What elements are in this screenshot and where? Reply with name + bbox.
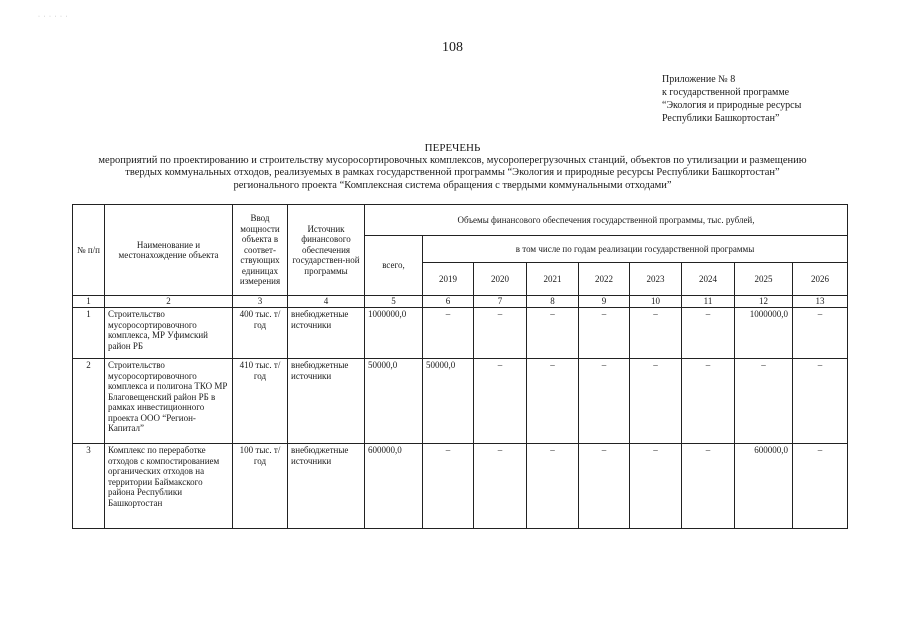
header-by-years: в том числе по годам реализации государственной программы xyxy=(423,236,848,263)
year-value: – xyxy=(423,444,474,529)
page-number: 108 xyxy=(442,40,463,55)
column-index: 13 xyxy=(793,296,848,308)
appendix-line: Приложение № 8 xyxy=(662,74,736,85)
header-year: 2021 xyxy=(527,263,579,296)
funding-source: внебюджетные источники xyxy=(288,308,365,359)
measures-table xyxy=(72,204,848,529)
year-value: – xyxy=(579,359,630,444)
header-no: № п/п xyxy=(73,205,105,296)
header-capacity: Ввод мощности объекта в соответ-ствующих единицах измерения xyxy=(233,205,288,296)
capacity-value: 400 тыс. т/год xyxy=(233,308,288,359)
year-value: – xyxy=(793,308,848,359)
year-value: – xyxy=(682,444,735,529)
year-value: – xyxy=(423,308,474,359)
header-year: 2025 xyxy=(735,263,793,296)
year-value: – xyxy=(630,308,682,359)
header-year: 2024 xyxy=(682,263,735,296)
year-value: – xyxy=(682,359,735,444)
column-index: 5 xyxy=(365,296,423,308)
total-value: 50000,0 xyxy=(365,359,423,444)
year-value: – xyxy=(579,444,630,529)
year-value: – xyxy=(474,359,527,444)
year-value: – xyxy=(793,444,848,529)
header-source: Источник финансового обеспечения государствен-ной программы xyxy=(288,205,365,296)
header-total: всего, xyxy=(365,236,423,296)
appendix-line: к государственной программе xyxy=(662,87,790,98)
year-value: – xyxy=(630,444,682,529)
document-title-block xyxy=(0,142,905,192)
header-finance: Объемы финансового обеспечения государственной программы, тыс. рублей, xyxy=(365,205,848,236)
column-index: 9 xyxy=(579,296,630,308)
subtitle-line: твердых коммунальных отходов, реализуемых в рамках государственной программы “Экология и природные ресурсы Республики Башкортостан” xyxy=(125,167,780,178)
capacity-value: 410 тыс. т/год xyxy=(233,359,288,444)
row-number: 2 xyxy=(73,359,105,444)
row-number: 1 xyxy=(73,308,105,359)
scan-artifact: · · · · · · xyxy=(38,14,69,20)
year-value: – xyxy=(630,359,682,444)
column-index-row xyxy=(73,296,848,308)
subtitle-line: регионального проекта “Комплексная система обращения с твердыми коммунальными отходами” xyxy=(233,179,672,191)
header-year: 2026 xyxy=(793,263,848,296)
total-value: 600000,0 xyxy=(365,444,423,529)
year-value: – xyxy=(527,359,579,444)
header-year: 2019 xyxy=(423,263,474,296)
table-row xyxy=(73,444,848,529)
year-value: 50000,0 xyxy=(423,359,474,444)
year-value: – xyxy=(579,308,630,359)
column-index: 4 xyxy=(288,296,365,308)
capacity-value: 100 тыс. т/год xyxy=(233,444,288,529)
year-value: – xyxy=(474,444,527,529)
column-index: 3 xyxy=(233,296,288,308)
year-value: – xyxy=(735,359,793,444)
column-index: 6 xyxy=(423,296,474,308)
column-index: 12 xyxy=(735,296,793,308)
column-index: 2 xyxy=(105,296,233,308)
appendix-note xyxy=(662,73,801,125)
header-year: 2020 xyxy=(474,263,527,296)
column-index: 7 xyxy=(474,296,527,308)
column-index: 10 xyxy=(630,296,682,308)
object-name: Комплекс по переработке отходов с компостированием органических отходов на территории Баймакского района Республики Башкортостан xyxy=(105,444,233,529)
year-value: 600000,0 xyxy=(735,444,793,529)
total-value: 1000000,0 xyxy=(365,308,423,359)
document-title: ПЕРЕЧЕНЬ xyxy=(424,142,481,154)
year-value: – xyxy=(527,444,579,529)
header-name: Наименование и местонахождение объекта xyxy=(105,205,233,296)
row-number: 3 xyxy=(73,444,105,529)
object-name: Строительство мусоросортировочного комплекса, МР Уфимский район РБ xyxy=(105,308,233,359)
funding-source: внебюджетные источники xyxy=(288,359,365,444)
year-value: – xyxy=(682,308,735,359)
appendix-line: “Экология и природные ресурсы xyxy=(662,100,802,111)
column-index: 8 xyxy=(527,296,579,308)
year-value: – xyxy=(527,308,579,359)
year-value: 1000000,0 xyxy=(735,308,793,359)
header-year: 2023 xyxy=(630,263,682,296)
table-row xyxy=(73,359,848,444)
subtitle-line: мероприятий по проектированию и строительству мусоросортировочных комплексов, мусороперегрузочных станций, объектов по утилизации и размещению xyxy=(98,154,807,166)
appendix-line: Республики Башкортостан” xyxy=(662,113,780,124)
year-value: – xyxy=(793,359,848,444)
funding-source: внебюджетные источники xyxy=(288,444,365,529)
object-name: Строительство мусоросортировочного комплекса и полигона ТКО МР Благовещенский район РБ в рамках инвестиционного проекта ООО “Регион-Капитал” xyxy=(105,359,233,444)
column-index: 1 xyxy=(73,296,105,308)
year-value: – xyxy=(474,308,527,359)
table-row xyxy=(73,308,848,359)
header-year: 2022 xyxy=(579,263,630,296)
column-index: 11 xyxy=(682,296,735,308)
